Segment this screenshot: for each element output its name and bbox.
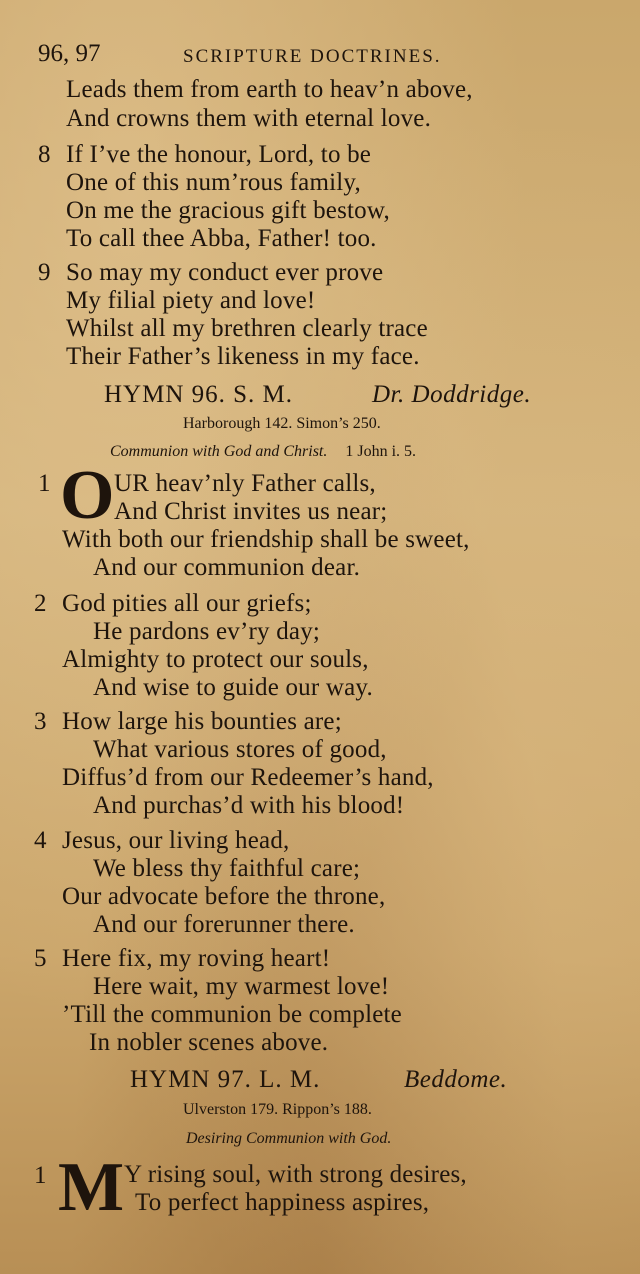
hymn-title: HYMN 97. L. M. bbox=[130, 1066, 321, 1093]
verse-line: To perfect happiness aspires, bbox=[135, 1189, 430, 1216]
verse-line: In nobler scenes above. bbox=[89, 1029, 329, 1056]
stanza-number: 5 bbox=[34, 945, 47, 972]
drop-cap: O bbox=[60, 457, 115, 534]
verse-line: And our forerunner there. bbox=[93, 911, 355, 938]
verse-line: And Christ invites us near; bbox=[114, 498, 388, 525]
tune-references: Ulverston 179. Rippon’s 188. bbox=[183, 1101, 372, 1118]
verse-line: And crowns them with eternal love. bbox=[66, 105, 432, 132]
verse-line: How large his bounties are; bbox=[62, 708, 342, 735]
verse-line: Here wait, my warmest love! bbox=[93, 973, 390, 1000]
stanza-number: 2 bbox=[34, 590, 47, 617]
verse-line: God pities all our griefs; bbox=[62, 590, 312, 617]
verse-line: We bless thy faithful care; bbox=[93, 855, 361, 882]
verse-line: ’Till the communion be complete bbox=[62, 1001, 402, 1028]
verse-line: Jesus, our living head, bbox=[62, 827, 290, 854]
verse-line: My filial piety and love! bbox=[66, 287, 316, 314]
verse-line: With both our friendship shall be sweet, bbox=[62, 526, 470, 553]
verse-line: What various stores of good, bbox=[93, 736, 387, 763]
stanza-number: 9 bbox=[38, 259, 51, 286]
stanza-number: 1 bbox=[38, 470, 51, 497]
verse-line: On me the gracious gift bestow, bbox=[66, 197, 390, 224]
hymn-subject bbox=[110, 443, 416, 461]
verse-line: Leads them from earth to heav’n above, bbox=[66, 76, 473, 103]
verse-line: He pardons ev’ry day; bbox=[93, 618, 321, 645]
verse-line: And wise to guide our way. bbox=[93, 674, 373, 701]
verse-line: If I’ve the honour, Lord, to be bbox=[66, 141, 372, 168]
hymn-author: Beddome. bbox=[404, 1066, 508, 1093]
stanza-number: 3 bbox=[34, 708, 47, 735]
verse-line: And purchas’d with his blood! bbox=[93, 792, 405, 819]
subject-text: Desiring Communion with God. bbox=[186, 1130, 392, 1147]
verse-line: And our communion dear. bbox=[93, 554, 361, 581]
hymn-title: HYMN 96. S. M. bbox=[104, 381, 294, 408]
hymn-author: Dr. Doddridge. bbox=[372, 381, 532, 408]
verse-line: Diffus’d from our Redeemer’s hand, bbox=[62, 764, 434, 791]
verse-line: One of this num’rous family, bbox=[66, 169, 361, 196]
verse-line: Almighty to protect our souls, bbox=[62, 646, 369, 673]
page-numbers: 96, 97 bbox=[38, 40, 101, 67]
verse-line: To call thee Abba, Father! too. bbox=[66, 225, 377, 252]
verse-line: Here fix, my roving heart! bbox=[62, 945, 331, 972]
tune-references: Harborough 142. Simon’s 250. bbox=[183, 415, 381, 432]
verse-line: Whilst all my brethren clearly trace bbox=[66, 315, 428, 342]
verse-line: So may my conduct ever prove bbox=[66, 259, 384, 286]
verse-line: UR heav’nly Father calls, bbox=[114, 470, 376, 497]
hymn-subject bbox=[186, 1130, 391, 1148]
stanza-number: 1 bbox=[34, 1162, 47, 1189]
running-title: SCRIPTURE DOCTRINES. bbox=[183, 46, 442, 67]
drop-cap: M bbox=[58, 1149, 125, 1226]
subject-text: Communion with God and Christ. bbox=[110, 443, 328, 460]
verse-line: Their Father’s likeness in my face. bbox=[66, 343, 420, 370]
verse-line: Y rising soul, with strong desires, bbox=[124, 1161, 467, 1188]
stanza-number: 8 bbox=[38, 141, 51, 168]
stanza-number: 4 bbox=[34, 827, 47, 854]
scripture-reference: 1 John i. 5. bbox=[345, 443, 417, 460]
verse-line: Our advocate before the throne, bbox=[62, 883, 386, 910]
